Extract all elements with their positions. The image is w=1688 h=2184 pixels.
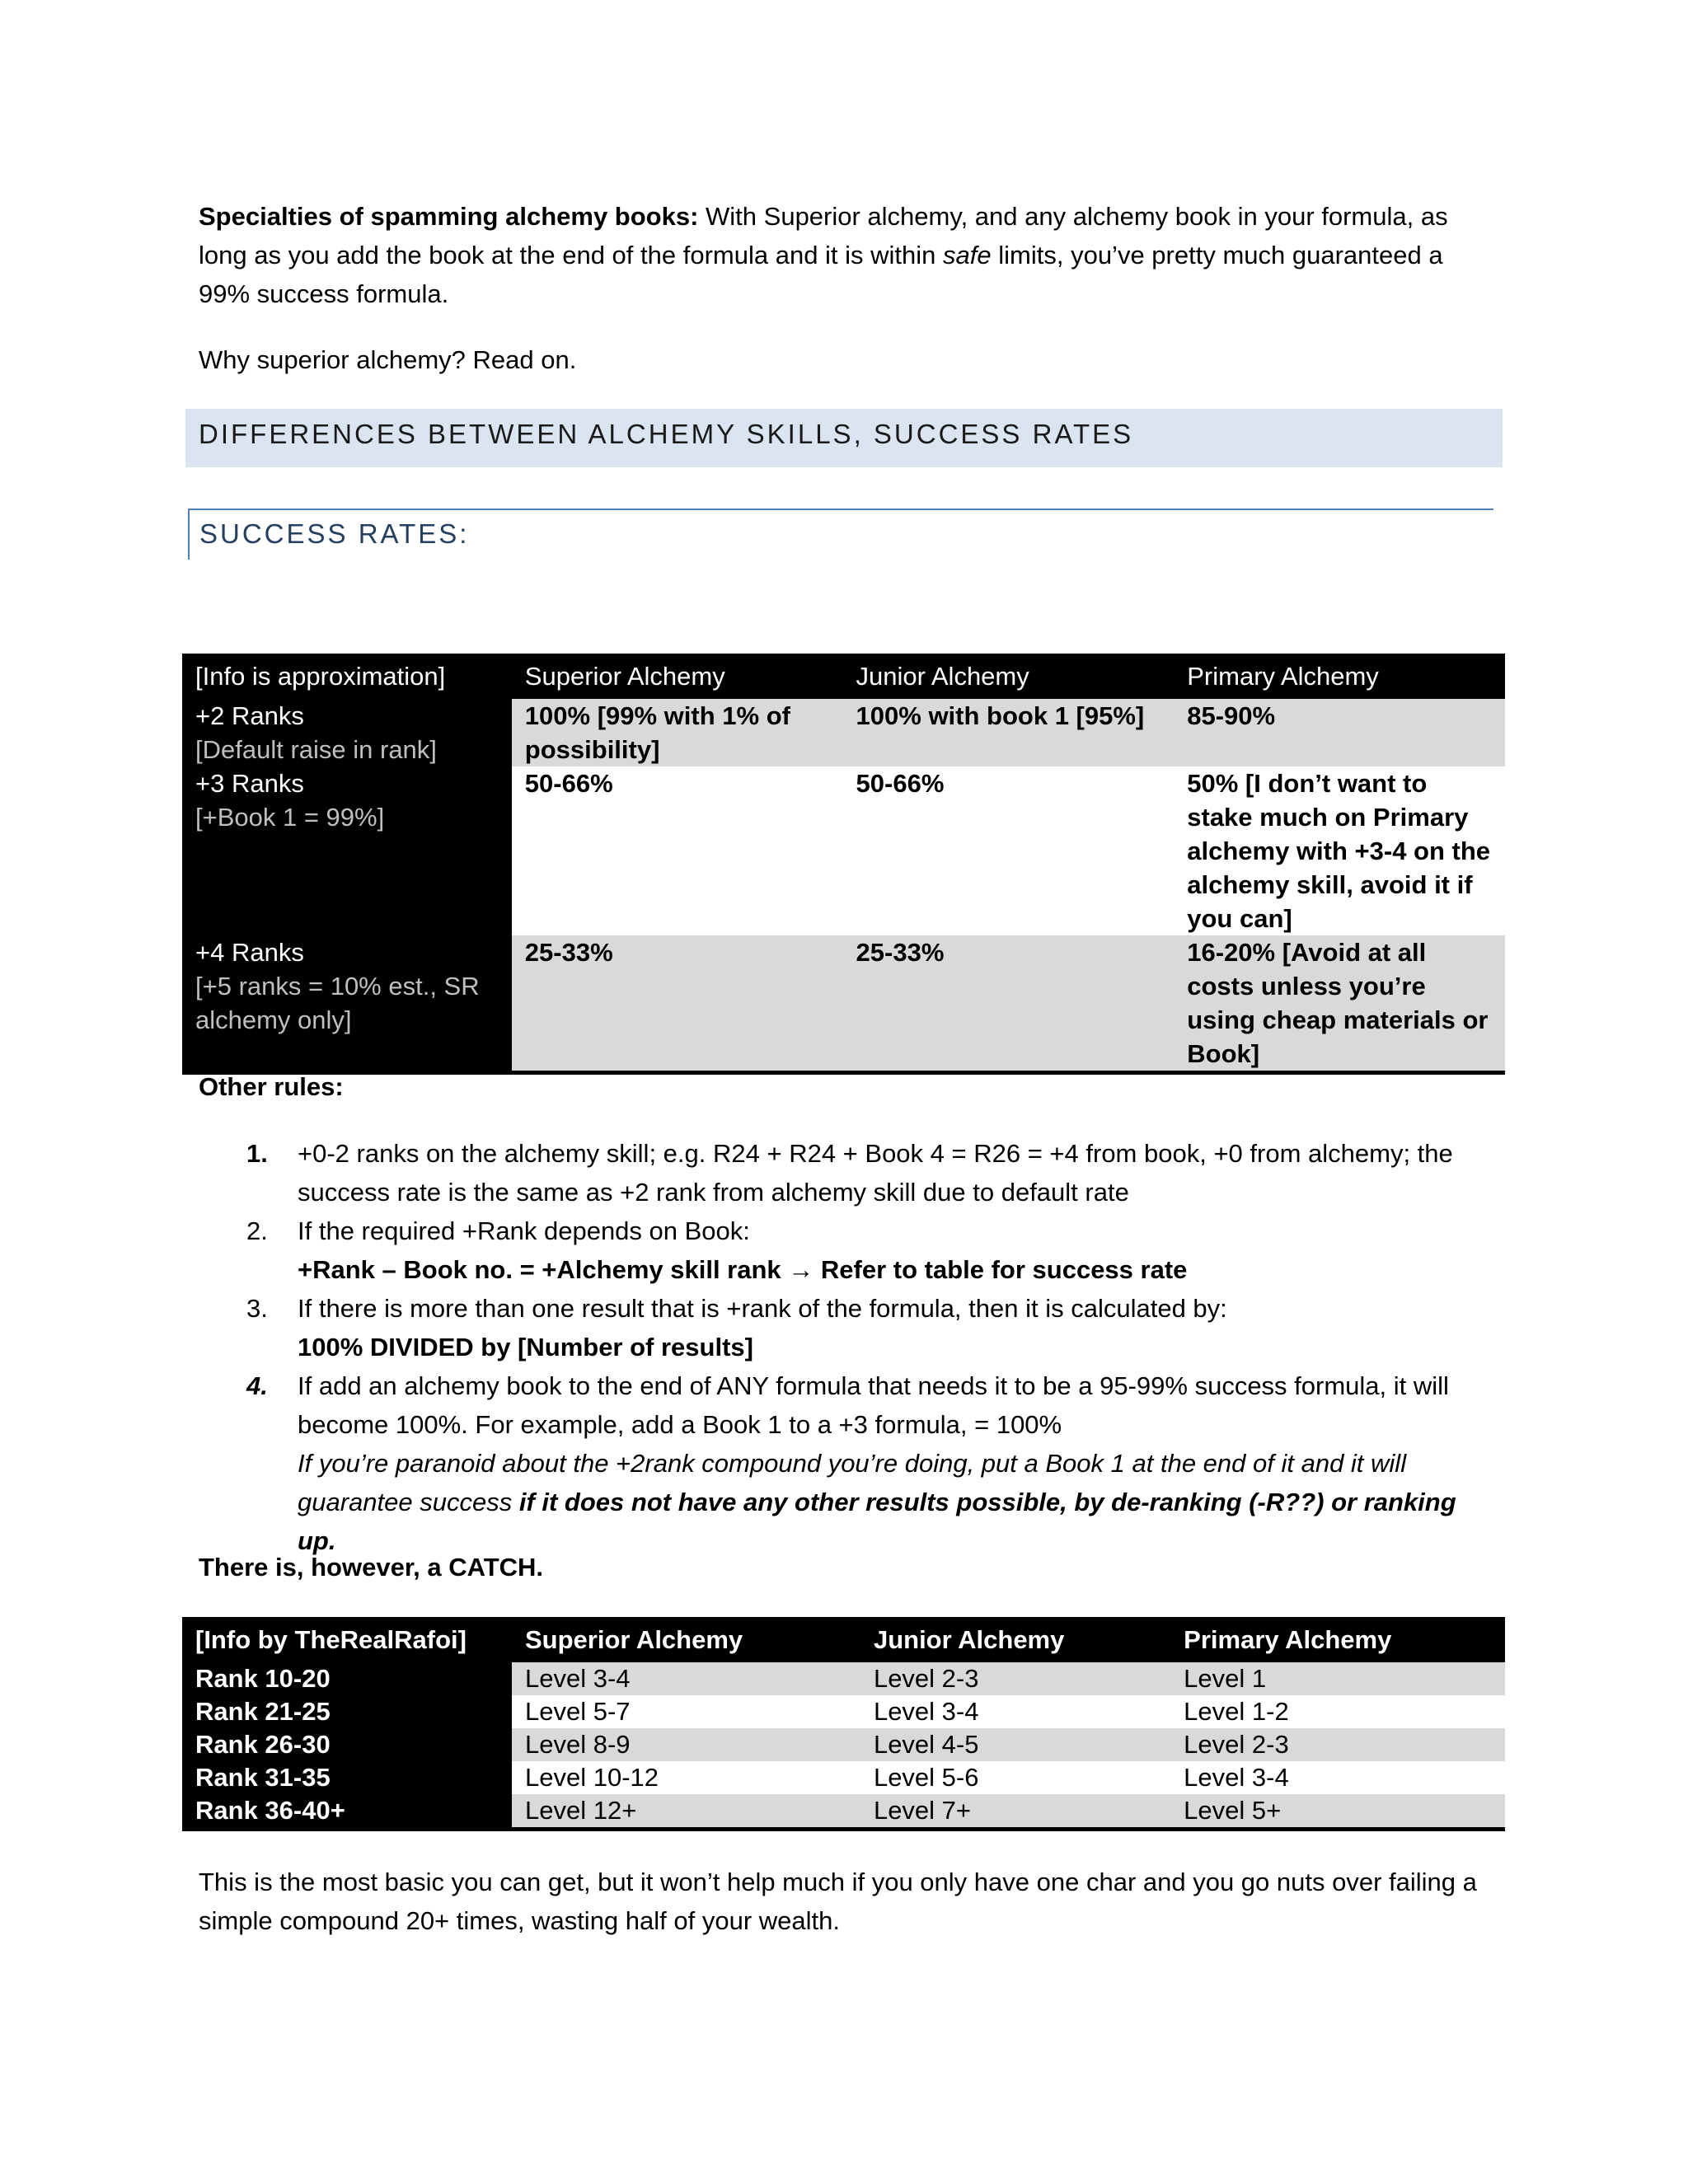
list-number: 3. <box>246 1294 268 1323</box>
rule-text: If add an alchemy book to the end of ANY formula that needs it to be a 95-99% success formula, it will become 100%. For example, add a Book 1 to a +3 formula, = 100% <box>298 1371 1449 1439</box>
table-row <box>182 699 1505 766</box>
junior-cell: Level 4-5 <box>860 1728 1170 1761</box>
junior-cell: Level 2-3 <box>860 1662 1170 1695</box>
primary-cell: Level 2-3 <box>1170 1728 1505 1761</box>
rules-list <box>199 1134 1484 1560</box>
rank-cell <box>182 766 512 935</box>
rule-text: If there is more than one result that is +rank of the formula, then it is calculated by: <box>298 1294 1227 1323</box>
rank-cell: Rank 31-35 <box>182 1761 512 1794</box>
rule-text: +0-2 ranks on the alchemy skill; e.g. R24 + R24 + Book 4 = R26 = +4 from book, +0 from alchemy; the success rate is the same as +2 rank from alchemy skill due to default rate <box>298 1139 1453 1207</box>
rank-cell: Rank 21-25 <box>182 1695 512 1728</box>
list-item <box>199 1289 1484 1366</box>
rank-level-table <box>182 1617 1505 1831</box>
rule-formula <box>298 1250 1484 1289</box>
rank-label: +2 Ranks <box>195 701 304 730</box>
superior-cell: Level 8-9 <box>512 1728 860 1761</box>
table-row <box>182 1761 1505 1794</box>
rule-formula: 100% DIVIDED by [Number of results] <box>298 1333 753 1361</box>
rule-note-italic: If you’re paranoid about the +2rank compound you’re doing, put a Book 1 at the end of it and it will guarantee success <box>298 1449 1407 1516</box>
table-header-cell: Junior Alchemy <box>843 654 1175 699</box>
superior-cell: Level 10-12 <box>512 1761 860 1794</box>
junior-cell: 100% with book 1 [95%] <box>843 699 1175 766</box>
table-row <box>182 766 1505 935</box>
junior-cell: 50-66% <box>843 766 1175 935</box>
list-number: 4. <box>246 1371 268 1400</box>
junior-cell: Level 3-4 <box>860 1695 1170 1728</box>
primary-cell: Level 1 <box>1170 1662 1505 1695</box>
primary-cell: 50% [I don’t want to stake much on Primary alchemy with +3-4 on the alchemy skill, avoid it if you can] <box>1174 766 1505 935</box>
rule-text: If the required +Rank depends on Book: <box>298 1216 750 1245</box>
rank-note: [+Book 1 = 99%] <box>195 803 385 832</box>
intro-text-a: With Superior alchemy, and any alchemy book in your formula, as long as you add the book at the end of the formula and it is within <box>199 202 1448 269</box>
list-item <box>199 1366 1484 1560</box>
table-row <box>182 1728 1505 1761</box>
rule-note <box>298 1444 1484 1560</box>
table-header-row <box>182 1617 1505 1662</box>
rule-formula-a: +Rank – Book no. = +Alchemy skill rank <box>298 1255 789 1284</box>
superior-cell: 100% [99% with 1% of possibility] <box>512 699 843 766</box>
other-rules-label: Other rules: <box>199 1072 344 1101</box>
rank-cell: Rank 36-40+ <box>182 1794 512 1830</box>
closing-paragraph: This is the most basic you can get, but it won’t help much if you only have one char and you go nuts over failing a simple compound 20+ times, wasting half of your wealth. <box>199 1868 1477 1935</box>
superior-cell: 25-33% <box>512 935 843 1073</box>
table-header-cell: Primary Alchemy <box>1174 654 1505 699</box>
arrow-icon: → <box>788 1255 814 1284</box>
rank-label: +3 Ranks <box>195 769 304 798</box>
success-rates-table <box>182 654 1505 1075</box>
list-item <box>199 1134 1484 1212</box>
rank-cell: Rank 26-30 <box>182 1728 512 1761</box>
table-header-row <box>182 654 1505 699</box>
table-header-cell: Primary Alchemy <box>1170 1617 1505 1662</box>
intro-lead: Specialties of spamming alchemy books: <box>199 202 699 231</box>
table-header-cell: Junior Alchemy <box>860 1617 1170 1662</box>
superior-cell: 50-66% <box>512 766 843 935</box>
catch-label: There is, however, a CATCH. <box>199 1553 544 1582</box>
intro-text-b: limits, you’ve pretty much guaranteed a 99% success formula. <box>199 241 1443 308</box>
primary-cell: Level 3-4 <box>1170 1761 1505 1794</box>
table-header-cell: [Info is approximation] <box>182 654 512 699</box>
rank-cell: Rank 10-20 <box>182 1662 512 1695</box>
table-header-cell: Superior Alchemy <box>512 654 843 699</box>
table-header-cell: [Info by TheRealRafoi] <box>182 1617 512 1662</box>
section-heading-bar <box>185 409 1503 467</box>
superior-cell: Level 5-7 <box>512 1695 860 1728</box>
junior-cell: 25-33% <box>843 935 1175 1073</box>
superior-cell: Level 12+ <box>512 1794 860 1830</box>
table-row <box>182 935 1505 1073</box>
primary-cell: Level 1-2 <box>1170 1695 1505 1728</box>
junior-cell: Level 5-6 <box>860 1761 1170 1794</box>
table-row <box>182 1794 1505 1830</box>
rule-note-bold-italic: if it does not have any other results possible, by de-ranking (-R??) or ranking up. <box>298 1488 1456 1555</box>
rule-formula-b: Refer to table for success rate <box>814 1255 1188 1284</box>
why-paragraph: Why superior alchemy? Read on. <box>199 345 577 374</box>
junior-cell: Level 7+ <box>860 1794 1170 1830</box>
primary-cell: 85-90% <box>1174 699 1505 766</box>
subsection-heading: SUCCESS RATES: <box>199 518 470 549</box>
section-heading: DIFFERENCES BETWEEN ALCHEMY SKILLS, SUCCESS RATES <box>199 419 1134 449</box>
rank-note: [Default raise in rank] <box>195 735 437 764</box>
list-item <box>199 1212 1484 1289</box>
table-row <box>182 1662 1505 1695</box>
superior-cell: Level 3-4 <box>512 1662 860 1695</box>
intro-italic: safe <box>943 241 992 269</box>
intro-paragraph <box>199 197 1501 313</box>
list-number: 1. <box>246 1139 268 1168</box>
primary-cell: Level 5+ <box>1170 1794 1505 1830</box>
table-header-cell: Superior Alchemy <box>512 1617 860 1662</box>
rank-cell <box>182 935 512 1073</box>
list-number: 2. <box>246 1216 268 1245</box>
primary-cell: 16-20% [Avoid at all costs unless you’re using cheap materials or Book] <box>1174 935 1505 1073</box>
table-row <box>182 1695 1505 1728</box>
subsection-heading-frame <box>188 509 1493 560</box>
rank-label: +4 Ranks <box>195 938 304 967</box>
rank-note: [+5 ranks = 10% est., SR alchemy only] <box>195 972 480 1034</box>
rank-cell <box>182 699 512 766</box>
